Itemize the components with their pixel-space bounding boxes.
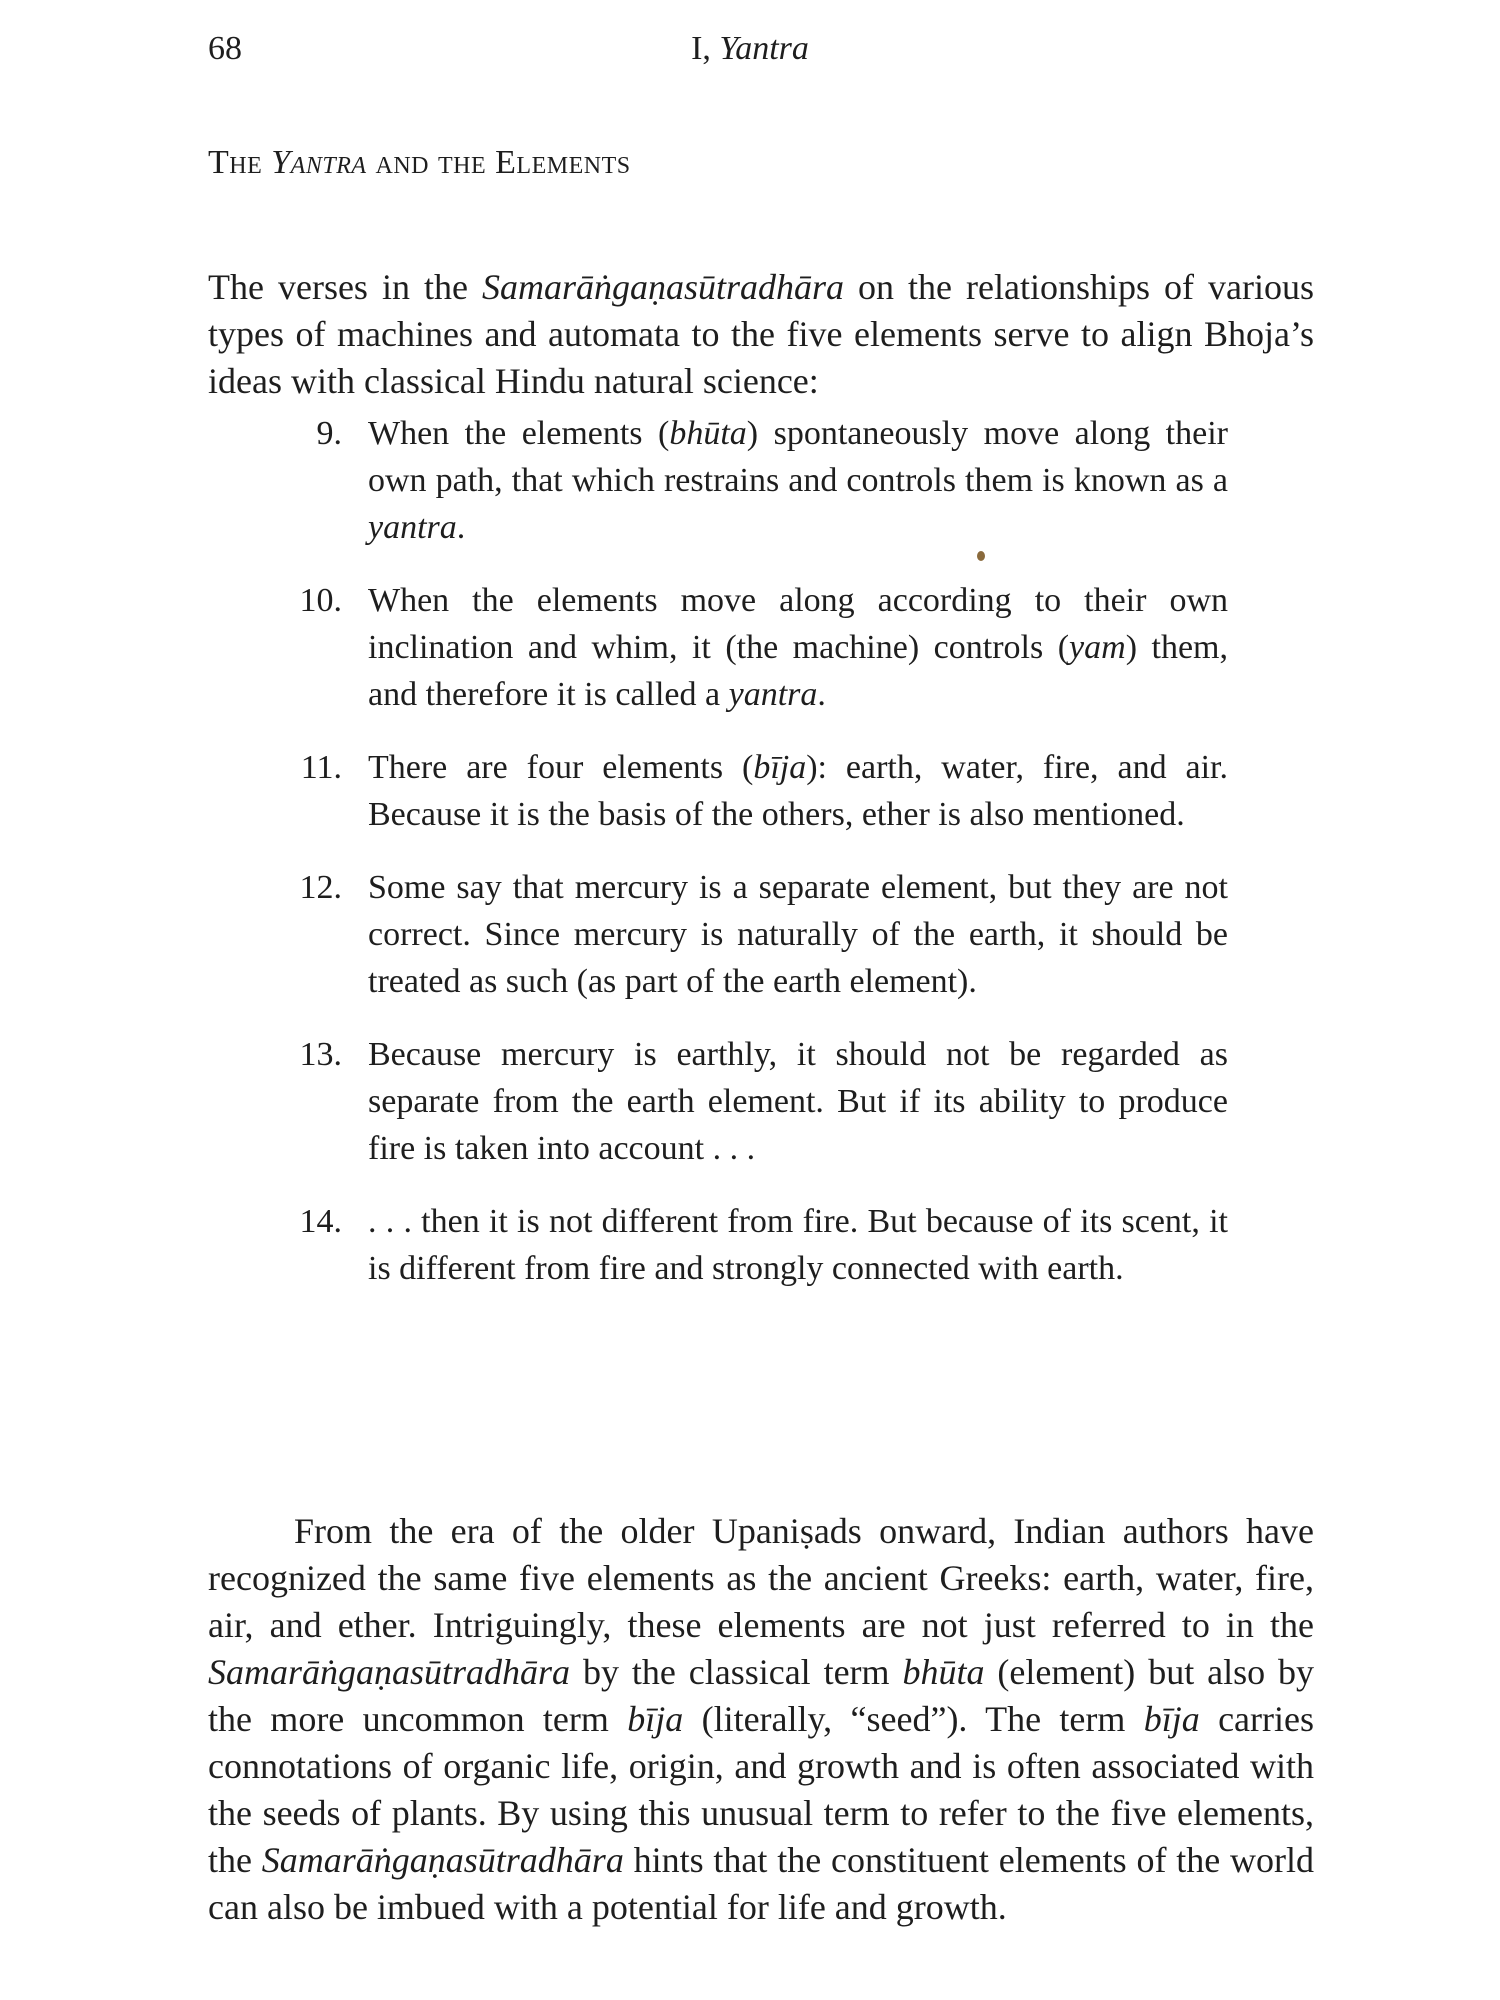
closing-text-part: From the era of the older Upaniṣads onward, Indian authors have recognized the same five elements as the ancient Greeks: earth, water, fire, air, and ether. Intriguingly, these elements are not just referred to in the (208, 1511, 1314, 1645)
verse-list (288, 410, 1228, 1318)
section-heading-part-3: and the Elements (366, 144, 631, 181)
verse-term: bhūta (669, 415, 747, 452)
closing-title: Samarāṅgaṇasūtradhāra (261, 1840, 624, 1880)
intro-text-2: on the relationships of various types of machines and automata to the five elements serve to align Bhoja’s ideas with classical Hindu natural science: (208, 267, 1314, 401)
running-head (0, 30, 1500, 68)
verse-text-part: ) them, and therefore it is called a (368, 629, 1228, 713)
verse-number: 10. (299, 582, 342, 619)
ink-speck (977, 551, 985, 561)
verse-text-part: . (817, 676, 826, 713)
closing-term: bhūta (902, 1652, 985, 1692)
closing-text-part: (literally, “seed”). The term (683, 1699, 1144, 1739)
verse-number: 14. (299, 1203, 342, 1240)
running-head-section: I, (691, 30, 711, 67)
closing-term: bīja (1143, 1699, 1200, 1739)
verse-text: Because mercury is earthly, it should not be regarded as separate from the earth element. But if its ability to produce fire is taken into account . . . (368, 1036, 1228, 1167)
verse-item (288, 410, 1228, 551)
verse-term: yantra (368, 509, 457, 546)
verse-term: bīja (753, 749, 807, 786)
verse-item (288, 1198, 1228, 1292)
verse-text-part: When the elements move along according to their own inclination and whim, it (the machine) controls ( (368, 582, 1228, 666)
closing-paragraph (208, 1508, 1314, 1931)
verse-item (288, 577, 1228, 718)
intro-paragraph (208, 264, 1314, 405)
page-number: 68 (208, 30, 242, 67)
verse-item (288, 1031, 1228, 1172)
verse-item (288, 744, 1228, 838)
running-head-title: Yantra (719, 30, 809, 67)
verse-term: yam (1069, 629, 1126, 666)
verse-text-part: ) spontaneously move along their own path, that which restrains and controls them is known as a (368, 415, 1228, 499)
verse-number: 13. (299, 1036, 342, 1073)
verse-text-part: ): earth, water, fire, and air. Because it is the basis of the others, ether is also mentioned. (368, 749, 1228, 833)
closing-text-part: hints that the constituent elements of the world can also be imbued with a potential for life and growth. (208, 1840, 1315, 1927)
verse-text (368, 577, 1228, 718)
verse-text: . . . then it is not different from fire. But because of its scent, it is different from fire and strongly connected with earth. (368, 1203, 1228, 1287)
section-heading-part-1: The (208, 144, 272, 181)
verse-text (368, 410, 1228, 551)
section-heading (208, 144, 631, 182)
verse-text: Some say that mercury is a separate element, but they are not correct. Since mercury is naturally of the earth, it should be treated as such (as part of the earth element). (368, 869, 1228, 1000)
verse-number: 9. (316, 415, 342, 452)
verse-item (288, 864, 1228, 1005)
closing-term: bīja (627, 1699, 684, 1739)
verse-term: yantra (728, 676, 818, 713)
verse-text-part: There are four elements ( (368, 749, 754, 786)
closing-text-part: carries connotations of organic life, origin, and growth and is often associated with the seeds of plants. By using this unusual term to refer to the five elements, the (208, 1699, 1314, 1880)
closing-text-part: (element) but also by the more uncommon term (208, 1652, 1314, 1739)
closing-text-part: by the classical term (570, 1652, 903, 1692)
verse-number: 11. (300, 749, 342, 786)
intro-text-title: Samarāṅgaṇasūtradhāra (481, 267, 845, 307)
verse-text-part: . (456, 509, 466, 546)
verse-text (368, 744, 1228, 838)
closing-title: Samarāṅgaṇasūtradhāra (208, 1652, 571, 1692)
intro-text-1: The verses in the (208, 267, 482, 307)
section-heading-part-2: Yantra (271, 144, 367, 181)
verse-text-part: When the elements ( (368, 415, 670, 452)
verse-number: 12. (299, 869, 342, 906)
